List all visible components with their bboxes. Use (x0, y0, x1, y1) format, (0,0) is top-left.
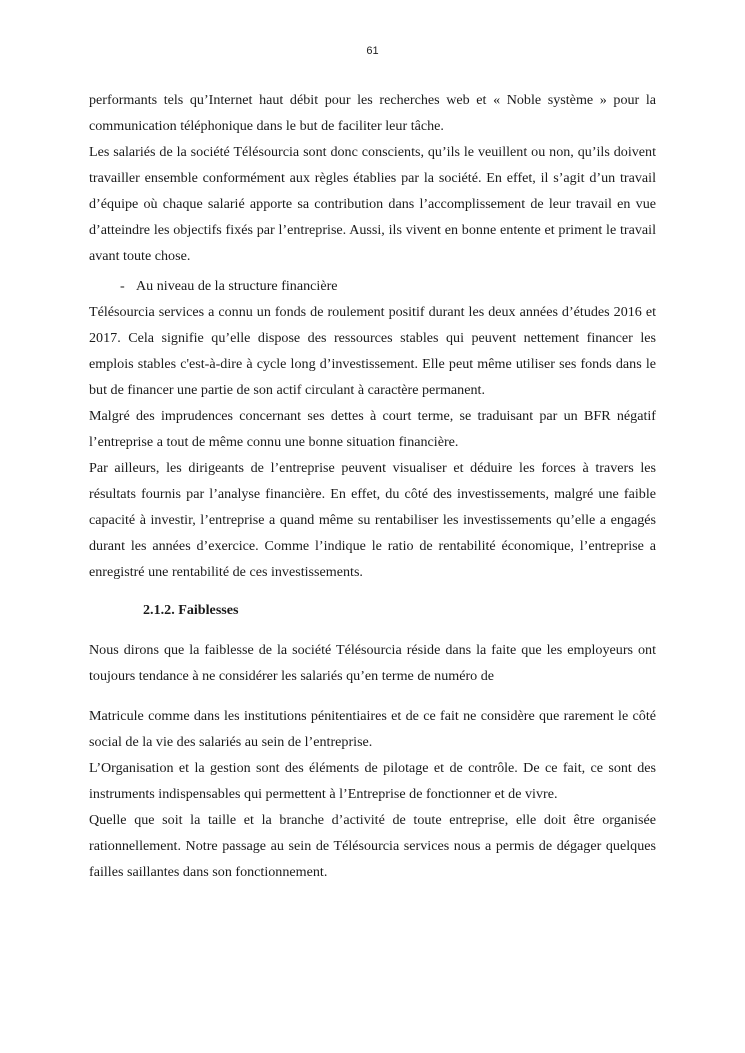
document-body (89, 87, 656, 885)
section-heading-weaknesses: 2.1.2. Faiblesses (143, 602, 239, 618)
paragraph-profitability: Par ailleurs, les dirigeants de l’entreprise peuvent visualiser et déduire les forces à travers les résultats fournis par l’analyse financière. En effet, du côté des investissements, malgré une faible capacité à investir, l’entreprise a quand même su rentabiliser les investissements qu’elle a engagés durant les années d’exercice. Comme l’indique le ratio de rentabilité économique, l’entreprise a enregistré une rentabilité de ces investissements. (89, 460, 656, 580)
paragraph-matricule: Matricule comme dans les institutions pénitentiaires et de ce fait ne considère que rarement le côté social de la vie des salariés au sein de l’entreprise. (89, 708, 656, 750)
paragraph-rationality: Quelle que soit la taille et la branche d’activité de toute entreprise, elle doit être organisée rationnellement. Notre passage au sein de Télésourcia services nous a permis de dégager quelques failles saillantes dans son fonctionnement. (89, 812, 656, 880)
bullet-financial-structure (89, 273, 656, 299)
bullet-text: Au niveau de la structure financière (136, 278, 338, 294)
paragraph-tools: performants tels qu’Internet haut débit pour les recherches web et « Noble système » pour la communication téléphonique dans le but de faciliter leur tâche. (89, 92, 656, 134)
paragraph-working-capital: Télésourcia services a connu un fonds de roulement positif durant les deux années d’études 2016 et 2017. Cela signifie qu’elle dispose des ressources stables qui peuvent nettement financer les emplois stables c'est-à-dire à cycle long d’investissement. Elle peut même utiliser ses fonds dans le but de financer une partie de son actif circulant à caractère permanent. (89, 304, 656, 398)
paragraph-weakness-intro: Nous dirons que la faiblesse de la société Télésourcia réside dans la faite que les employeurs ont toujours tendance à ne considérer les salariés qu’en terme de numéro de (89, 642, 656, 684)
bullet-dash: - (120, 278, 125, 294)
page-number: 61 (366, 45, 379, 57)
paragraph-teamwork: Les salariés de la société Télésourcia sont donc conscients, qu’ils le veuillent ou non, qu’ils doivent travailler ensemble conformément aux règles établies par la société. En effet, il s’agit d’un travail d’équipe où chaque salarié apporte sa contribution dans l’accomplissement de leur travail en vue d’atteindre les objectifs fixés par l’entreprise. Aussi, ils vivent en bonne entente et priment le travail avant toute chose. (89, 144, 656, 264)
paragraph-organisation: L’Organisation et la gestion sont des éléments de pilotage et de contrôle. De ce fait, ce sont des instruments indispensables qui permettent à l’Entreprise de fonctionner et de vivre. (89, 760, 656, 802)
paragraph-bfr: Malgré des imprudences concernant ses dettes à court terme, se traduisant par un BFR négatif l’entreprise a tout de même connu une bonne situation financière. (89, 408, 656, 450)
